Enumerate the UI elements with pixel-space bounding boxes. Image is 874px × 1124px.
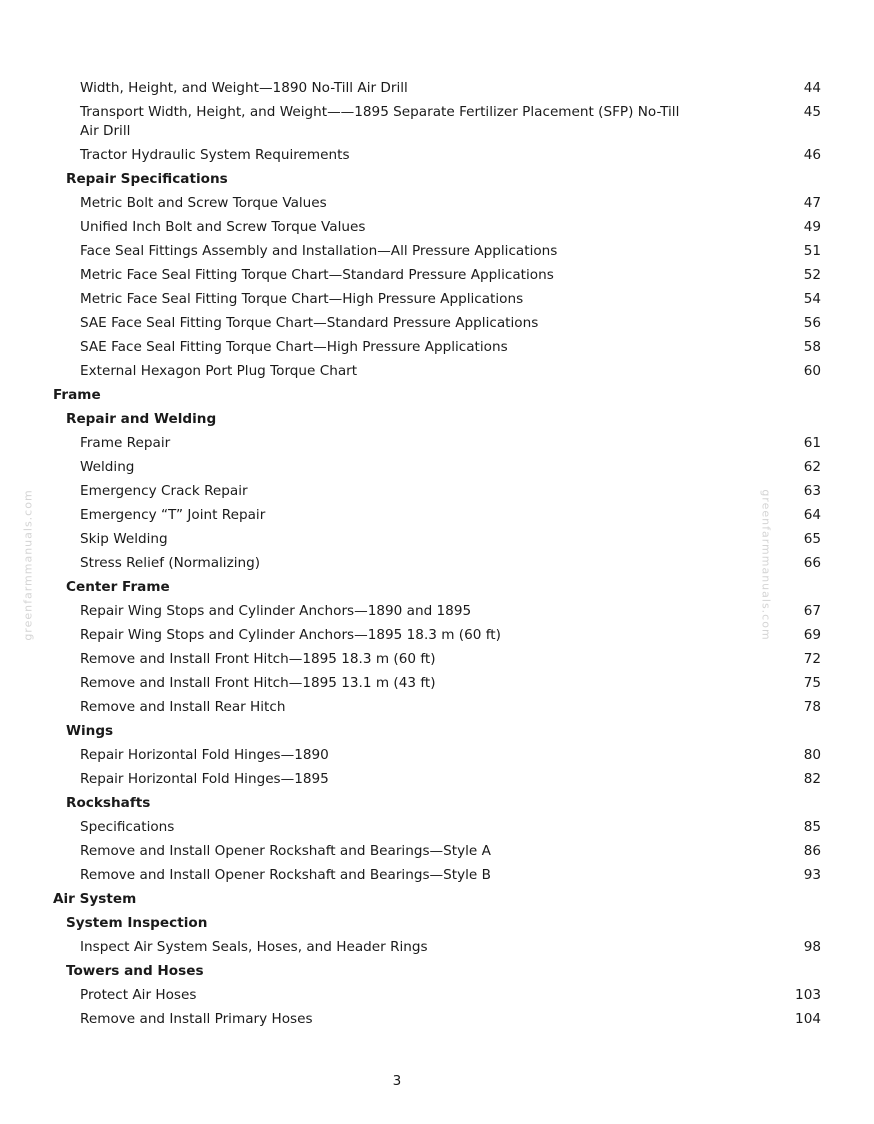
toc-entry[interactable] [0,76,874,100]
toc-entry-page: 103 [795,987,821,1003]
toc-entry-page: 75 [803,675,821,691]
toc-entry[interactable] [0,503,874,527]
toc-entry-title: Center Frame [66,579,170,595]
toc-entry-title: Remove and Install Opener Rockshaft and Bearings—Style B [80,867,491,883]
toc-entry-title: Remove and Install Front Hitch—1895 18.3 m (60 ft) [80,651,436,667]
toc-section-heading[interactable] [0,911,860,935]
toc-section-heading[interactable] [0,167,860,191]
toc-entry-page: 45 [803,104,821,120]
toc-entry[interactable] [0,239,874,263]
toc-entry-title: System Inspection [66,915,208,931]
toc-entry-page: 69 [803,627,821,643]
toc-entry-title: Emergency “T” Joint Repair [80,507,266,523]
toc-entry-title: Repair Wing Stops and Cylinder Anchors—1890 and 1895 [80,603,472,619]
toc-section-heading[interactable] [0,959,860,983]
toc-entry-title: Tractor Hydraulic System Requirements [80,147,350,163]
toc-entry-page: 46 [803,147,821,163]
toc-entry-title: Remove and Install Rear Hitch [80,699,286,715]
toc-entry-page: 65 [803,531,821,547]
toc-entry[interactable] [0,623,874,647]
watermark-right: greenfarmmanuals.com [759,489,773,641]
toc-entry-page: 47 [803,195,821,211]
toc-entry-title: SAE Face Seal Fitting Torque Chart—High Pressure Applications [80,339,508,355]
toc-entry-title: Frame [53,387,101,403]
toc-entry-page: 98 [803,939,821,955]
toc-entry-title: Towers and Hoses [66,963,204,979]
toc-entry[interactable] [0,359,874,383]
page-number: 3 [392,1073,402,1089]
toc-entry-title: Wings [66,723,114,739]
toc-entry-page: 62 [803,459,821,475]
toc-entry-title: Remove and Install Primary Hoses [80,1011,313,1027]
toc-entry[interactable] [0,743,874,767]
watermark-left: greenfarmmanuals.com [21,489,35,641]
toc-entry-title: Rockshafts [66,795,151,811]
toc-entry-title: Air System [53,891,137,907]
toc-entry-page: 78 [803,699,821,715]
toc-entry[interactable] [0,647,874,671]
toc-entry-page: 85 [803,819,821,835]
toc-entry-page: 58 [803,339,821,355]
toc-entry-title: Welding [80,459,135,475]
toc-entry-title: Metric Bolt and Screw Torque Values [80,195,327,211]
toc-entry[interactable] [0,767,874,791]
toc-entry[interactable] [0,671,874,695]
toc-entry[interactable] [0,479,874,503]
toc-entry-title: Unified Inch Bolt and Screw Torque Values [80,219,366,235]
toc-entry-title: Emergency Crack Repair [80,483,248,499]
toc-entry-page: 63 [803,483,821,499]
toc-entry[interactable] [0,815,874,839]
toc-entry-title: Repair and Welding [66,411,217,427]
toc-entry[interactable] [0,863,874,887]
toc-entry[interactable] [0,215,874,239]
toc-entry[interactable] [0,455,874,479]
toc-section-heading[interactable] [0,407,860,431]
toc-entry[interactable] [0,311,874,335]
toc-entry-page: 52 [803,267,821,283]
toc-entry[interactable] [0,839,874,863]
toc-entry[interactable] [0,100,874,143]
toc-section-heading[interactable] [0,887,847,911]
toc-entry-title: Transport Width, Height, and Weight——1895 Separate Fertilizer Placement (SFP) No-Till Air Drill [80,104,680,139]
toc-entry-page: 66 [803,555,821,571]
toc-entry[interactable] [0,335,874,359]
toc-entry-title: Remove and Install Opener Rockshaft and Bearings—Style A [80,843,491,859]
toc-entry-page: 60 [803,363,821,379]
toc-entry-title: SAE Face Seal Fitting Torque Chart—Standard Pressure Applications [80,315,539,331]
toc-entry[interactable] [0,527,874,551]
toc-entry[interactable] [0,143,874,167]
toc-entry-page: 82 [803,771,821,787]
toc-entry[interactable] [0,431,874,455]
toc-section-heading[interactable] [0,791,860,815]
toc-entry-title: Width, Height, and Weight—1890 No-Till Air Drill [80,80,408,96]
toc-entry-title: Metric Face Seal Fitting Torque Chart—Standard Pressure Applications [80,267,554,283]
toc-entry[interactable] [0,935,874,959]
toc-entry-page: 51 [803,243,821,259]
toc-entry-title: External Hexagon Port Plug Torque Chart [80,363,358,379]
toc-entry[interactable] [0,287,874,311]
toc-entry[interactable] [0,263,874,287]
toc-entry[interactable] [0,983,874,1007]
toc-entry-title: Face Seal Fittings Assembly and Installation—All Pressure Applications [80,243,558,259]
toc-entry-page: 93 [803,867,821,883]
toc-entry-title: Repair Specifications [66,171,228,187]
toc-entry-title: Repair Horizontal Fold Hinges—1895 [80,771,329,787]
toc-section-heading[interactable] [0,575,860,599]
toc-section-heading[interactable] [0,719,860,743]
toc-entry-title: Remove and Install Front Hitch—1895 13.1 m (43 ft) [80,675,436,691]
toc-entry[interactable] [0,191,874,215]
toc-entry[interactable] [0,551,874,575]
toc-entry[interactable] [0,1007,874,1031]
toc-entry-page: 72 [803,651,821,667]
toc-entry-page: 54 [803,291,821,307]
toc-entry-page: 80 [803,747,821,763]
toc-entry-title: Protect Air Hoses [80,987,197,1003]
toc-entry-page: 67 [803,603,821,619]
toc-entry[interactable] [0,695,874,719]
table-of-contents [0,76,821,1031]
toc-entry-title: Repair Horizontal Fold Hinges—1890 [80,747,329,763]
toc-entry-title: Metric Face Seal Fitting Torque Chart—High Pressure Applications [80,291,524,307]
toc-entry-page: 104 [795,1011,821,1027]
toc-entry-title: Specifications [80,819,175,835]
toc-entry-title: Stress Relief (Normalizing) [80,555,261,571]
toc-section-heading[interactable] [0,383,847,407]
toc-entry-page: 64 [803,507,821,523]
toc-entry-page: 56 [803,315,821,331]
toc-entry-page: 61 [803,435,821,451]
toc-entry-title: Frame Repair [80,435,171,451]
toc-entry-title: Repair Wing Stops and Cylinder Anchors—1895 18.3 m (60 ft) [80,627,501,643]
toc-entry-title: Inspect Air System Seals, Hoses, and Header Rings [80,939,428,955]
toc-entry-page: 44 [803,80,821,96]
toc-entry-page: 86 [803,843,821,859]
toc-entry-title: Skip Welding [80,531,168,547]
toc-entry[interactable] [0,599,874,623]
toc-entry-page: 49 [803,219,821,235]
